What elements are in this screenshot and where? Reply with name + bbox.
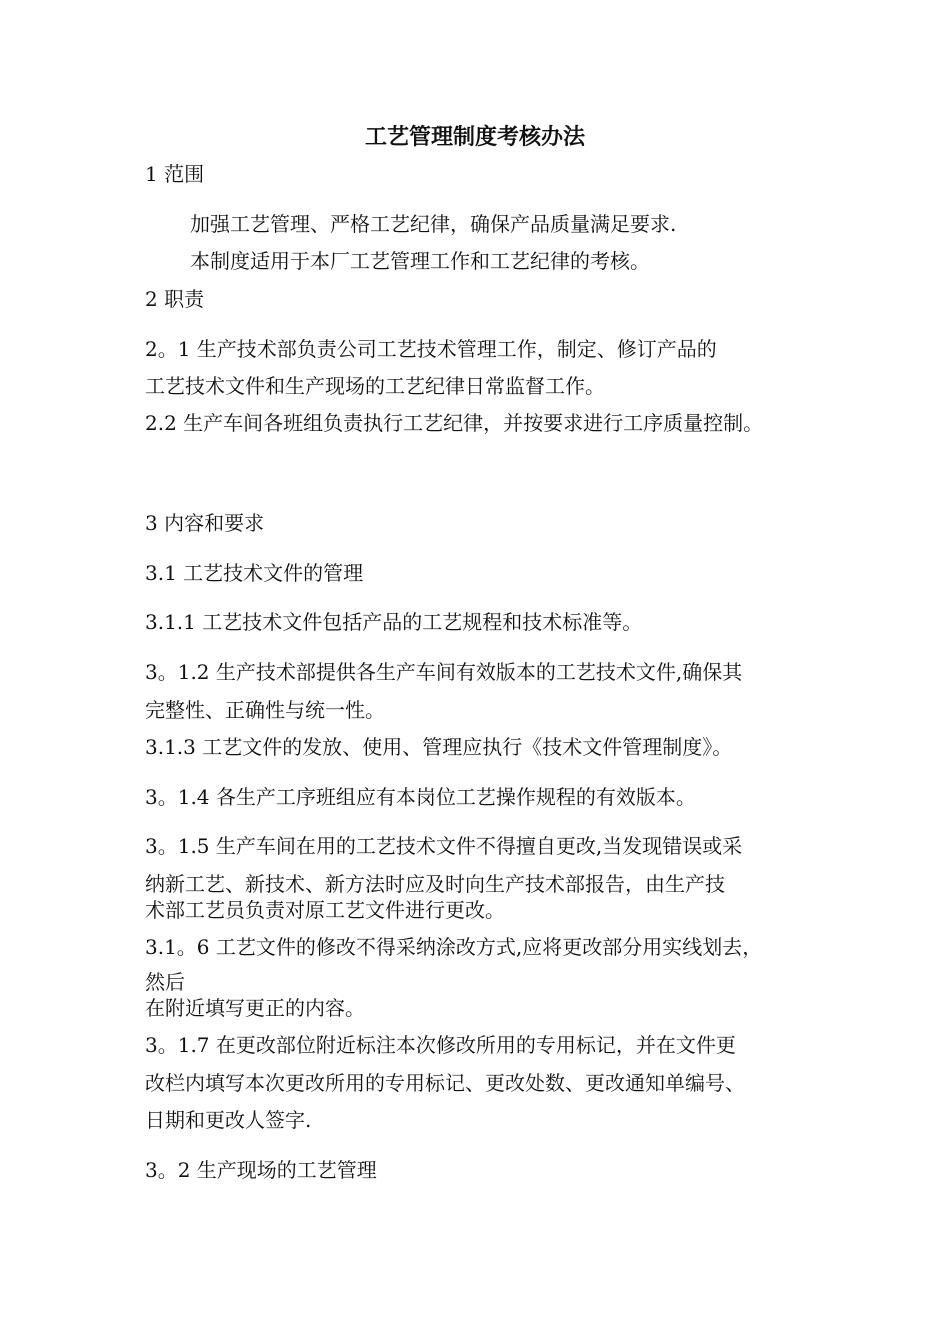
paragraph-line: 3。1.2 生产技术部提供各生产车间有效版本的工艺技术文件,确保其 xyxy=(145,660,743,684)
paragraph-line: 完整性、正确性与统一性。 xyxy=(145,698,385,722)
paragraph-line: 改栏内填写本次更改所用的专用标记、更改处数、更改通知单编号、 xyxy=(145,1071,745,1095)
paragraph-line: 3.1.1 工艺技术文件包括产品的工艺规程和技术标准等。 xyxy=(145,610,643,634)
paragraph-line: 日期和更改人签字. xyxy=(145,1108,312,1132)
document-title: 工艺管理制度考核办法 xyxy=(364,125,585,150)
paragraph-line: 在附近填写更正的内容。 xyxy=(145,996,365,1020)
section-heading-responsibilities: 2 职责 xyxy=(145,287,205,311)
subsection-heading: 3。2 生产现场的工艺管理 xyxy=(145,1158,377,1182)
paragraph-line: 3。1.4 各生产工序班组应有本岗位工艺操作规程的有效版本。 xyxy=(145,785,696,809)
paragraph-line: 纳新工艺、新技术、新方法时应及时向生产技术部报告，由生产技 xyxy=(145,872,725,896)
paragraph-line: 3。1.5 生产车间在用的工艺技术文件不得擅自更改,当发现错误或采 xyxy=(145,834,743,858)
paragraph-line: 3.1.3 工艺文件的发放、使用、管理应执行《技术文件管理制度》。 xyxy=(145,735,733,759)
subsection-heading: 3.1 工艺技术文件的管理 xyxy=(145,561,364,585)
paragraph-line: 术部工艺员负责对原工艺文件进行更改。 xyxy=(145,898,505,922)
paragraph-line: 2。1 生产技术部负责公司工艺技术管理工作，制定、修订产品的 xyxy=(145,337,717,361)
section-heading-content: 3 内容和要求 xyxy=(145,511,265,535)
paragraph-line: 3.1。6 工艺文件的修改不得采纳涂改方式,应将更改部分用实线划去， xyxy=(145,935,763,959)
paragraph-line: 2.2 生产车间各班组负责执行工艺纪律，并按要求进行工序质量控制。 xyxy=(145,411,764,435)
paragraph-line: 本制度适用于本厂工艺管理工作和工艺纪律的考核。 xyxy=(190,249,650,273)
paragraph-line: 3。1.7 在更改部位附近标注本次修改所用的专用标记，并在文件更 xyxy=(145,1033,736,1057)
paragraph-line: 然后 xyxy=(145,970,185,994)
paragraph-line: 加强工艺管理、严格工艺纪律，确保产品质量满足要求. xyxy=(190,212,677,236)
section-heading-scope: 1 范围 xyxy=(145,162,205,186)
paragraph-line: 工艺技术文件和生产现场的工艺纪律日常监督工作。 xyxy=(145,374,605,398)
